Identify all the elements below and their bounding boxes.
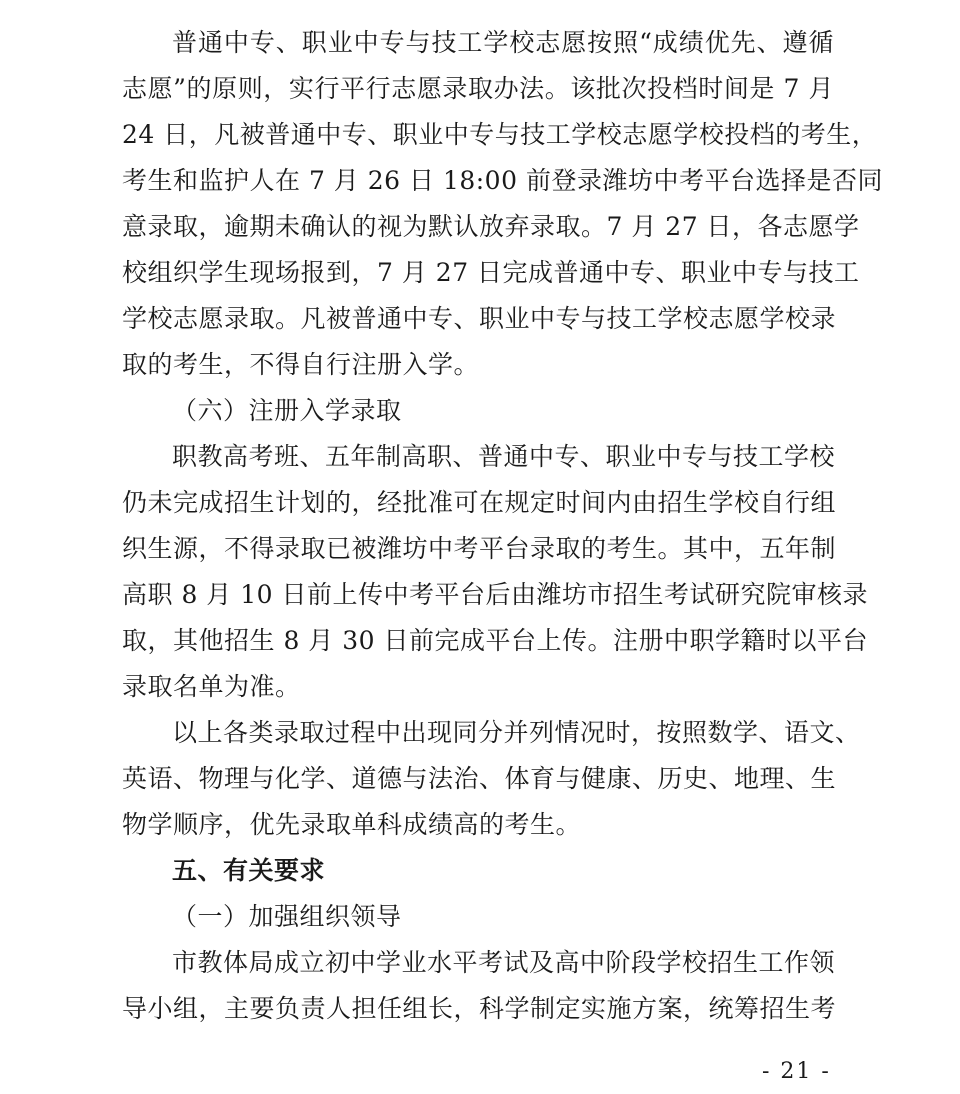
paragraph-line: 考生和监护人在 7 月 26 日 18:00 前登录潍坊中考平台选择是否同 (122, 166, 883, 195)
section-subheading: （一）加强组织领导 (172, 902, 402, 931)
paragraph-line: 英语、物理与化学、道德与法治、体育与健康、历史、地理、生 (122, 764, 837, 793)
section-subheading: （六）注册入学录取 (172, 396, 402, 425)
paragraph-line: 志愿”的原则，实行平行志愿录取办法。该批次投档时间是 7 月 (122, 74, 834, 103)
paragraph-line: 职教高考班、五年制高职、普通中专、职业中专与技工学校 (172, 442, 836, 471)
paragraph-line: 物学顺序，优先录取单科成绩高的考生。 (122, 810, 582, 839)
paragraph-line: 仍未完成招生计划的，经批准可在规定时间内由招生学校自行组 (122, 488, 837, 517)
section-heading: 五、有关要求 (172, 856, 326, 885)
paragraph-line: 24 日，凡被普通中专、职业中专与技工学校志愿学校投档的考生， (122, 120, 878, 149)
paragraph-line: 录取名单为准。 (122, 672, 301, 701)
paragraph-line: 取，其他招生 8 月 30 日前完成平台上传。注册中职学籍时以平台 (122, 626, 869, 655)
paragraph-line: 市教体局成立初中学业水平考试及高中阶段学校招生工作领 (172, 948, 836, 977)
paragraph-line: 高职 8 月 10 日前上传中考平台后由潍坊市招生考试研究院审核录 (122, 580, 869, 609)
paragraph-line: 学校志愿录取。凡被普通中专、职业中专与技工学校志愿学校录 (122, 304, 837, 333)
paragraph-line: 以上各类录取过程中出现同分并列情况时，按照数学、语文、 (172, 718, 861, 747)
page-number: - 21 - (762, 1059, 831, 1084)
paragraph-line: 取的考生，不得自行注册入学。 (122, 350, 480, 379)
paragraph-line: 意录取，逾期未确认的视为默认放弃录取。7 月 27 日，各志愿学 (122, 212, 860, 241)
paragraph-line: 普通中专、职业中专与技工学校志愿按照“成绩优先、遵循 (172, 28, 834, 57)
paragraph-line: 织生源，不得录取已被潍坊中考平台录取的考生。其中，五年制 (122, 534, 837, 563)
paragraph-line: 校组织学生现场报到，7 月 27 日完成普通中专、职业中专与技工 (122, 258, 860, 287)
paragraph-line: 导小组，主要负责人担任组长，科学制定实施方案，统筹招生考 (122, 994, 837, 1023)
